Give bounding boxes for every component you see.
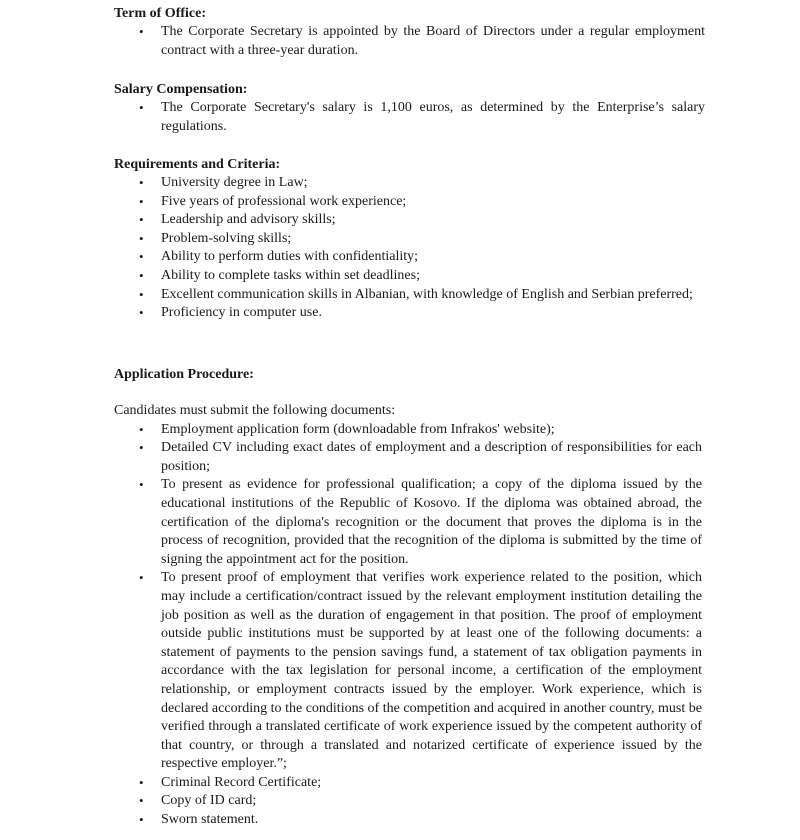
list-item: • Proficiency in computer use. [114, 304, 705, 323]
list-item: • To present proof of employment that verifies work experience related to the position, which may include a certification/contract issued by the relevant employment institution detailing the job position as well as the duration of engagement in that position. The proof of employment outside public institutions must be supported by at least one of the following documents: a statement of payments to the pension savings fund, a statement of tax obligation payments in accordance with the tax legislation for personal income, a certification of the employment relationship, or employment contracts issued by the employer. Work experience, which is declared according to the conditions of the competition and acquired in another country, must be verified through a translated certificate of work experience issued by the competent authority of that country, or through a translated and notarized certificate of experience issued by the respective employer.”; [114, 569, 702, 774]
list-item: • Detailed CV including exact dates of employment and a description of responsibilities for each position; [114, 439, 702, 476]
list-item: • Excellent communication skills in Albanian, with knowledge of English and Serbian preferred; [114, 286, 705, 305]
list-item: • Ability to complete tasks within set deadlines; [114, 267, 705, 286]
salary-list [114, 99, 714, 136]
term-of-office-heading: Term of Office: [114, 6, 206, 21]
application-documents-list [114, 421, 714, 830]
list-item: • The Corporate Secretary is appointed by the Board of Directors under a regular employment contract with a three-year duration. [114, 23, 705, 60]
list-item: • Employment application form (downloadable from Infrakos' website); [114, 421, 702, 440]
list-item: • Copy of ID card; [114, 792, 702, 811]
requirements-section [114, 155, 714, 323]
term-of-office-list [114, 23, 714, 60]
term-of-office-section [114, 4, 714, 60]
list-item: • Ability to perform duties with confidentiality; [114, 248, 705, 267]
application-heading: Application Procedure: [114, 367, 254, 382]
application-intro: Candidates must submit the following documents: [114, 403, 396, 418]
requirements-heading: Requirements and Criteria: [114, 157, 281, 172]
list-item: • The Corporate Secretary's salary is 1,100 euros, as determined by the Enterprise’s salary regulations. [114, 99, 705, 136]
list-item: • To present as evidence for professional qualification; a copy of the diploma issued by the educational institutions of the Republic of Kosovo. If the diploma was obtained abroad, the certification of the diploma's recognition or the document that proves the diploma is in the process of recognition, provided that the recognition of the diploma is submitted by the time of signing the appointment act for the position. [114, 476, 702, 569]
list-item: • Sworn statement. [114, 811, 702, 830]
list-item: • Leadership and advisory skills; [114, 211, 705, 230]
salary-section [114, 80, 714, 136]
salary-heading: Salary Compensation: [114, 82, 248, 97]
requirements-list [114, 174, 714, 323]
list-item: • Problem-solving skills; [114, 230, 705, 249]
application-documents [114, 402, 714, 830]
list-item: • Five years of professional work experience; [114, 193, 705, 212]
list-item: • University degree in Law; [114, 174, 705, 193]
list-item: • Criminal Record Certificate; [114, 774, 702, 793]
application-section [114, 365, 714, 384]
